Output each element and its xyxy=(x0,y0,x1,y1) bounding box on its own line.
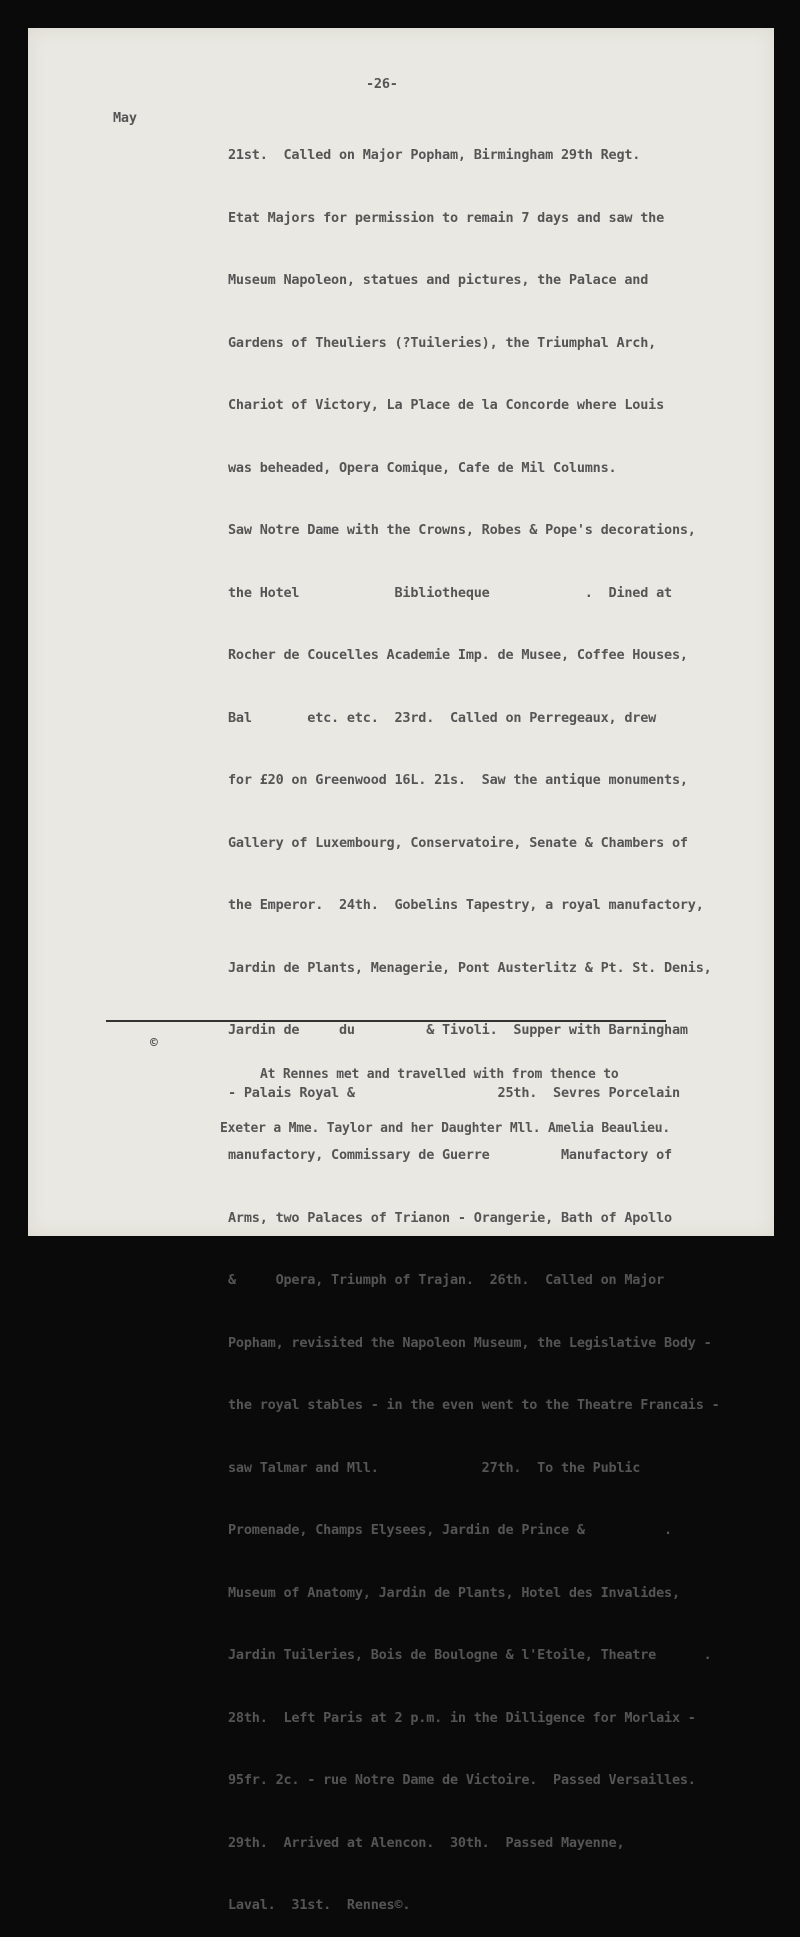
body-line: Jardin Tuileries, Bois de Boulogne & l'Etoile, Theatre . xyxy=(228,1647,712,1663)
body-line: 95fr. 2c. - rue Notre Dame de Victoire. Passed Versailles. xyxy=(228,1772,696,1788)
body-line: Chariot of Victory, La Place de la Concorde where Louis xyxy=(228,397,665,413)
body-line: for £20 on Greenwood 16L. 21s. Saw the antique monuments, xyxy=(228,772,688,788)
body-line: Jardin de Plants, Menagerie, Pont Austerlitz & Pt. St. Denis, xyxy=(228,959,712,976)
body-line: Rocher de Coucelles Academie Imp. de Musee, Coffee Houses, xyxy=(228,647,688,663)
body-line: Bal etc. etc. 23rd. Called on Perregeaux, drew xyxy=(228,709,657,726)
body-line: & Opera, Triumph of Trajan. 26th. Called on Major xyxy=(228,1272,665,1288)
body-line: Museum of Anatomy, Jardin de Plants, Hotel des Invalides, xyxy=(228,1584,680,1601)
body-line: - Palais Royal & 25th. Sevres Porcelain xyxy=(228,1084,680,1101)
body-line: Etat Majors for permission to remain 7 days and saw the xyxy=(228,209,665,226)
body-line: Gallery of Luxembourg, Conservatoire, Senate & Chambers of xyxy=(228,834,688,851)
body-line: 28th. Left Paris at 2 p.m. in the Dilligence for Morlaix - xyxy=(228,1709,696,1726)
body-line: was beheaded, Opera Comique, Cafe de Mil Columns. xyxy=(228,459,617,476)
body-line: 29th. Arrived at Alencon. 30th. Passed Mayenne, xyxy=(228,1834,625,1851)
body-line: Popham, revisited the Napoleon Museum, the Legislative Body - xyxy=(228,1334,712,1351)
body-line: the Hotel Bibliotheque . Dined at xyxy=(228,584,672,601)
body-line: manufactory, Commissary de Guerre Manufactory of xyxy=(228,1147,672,1163)
footnote-line: At Rennes met and travelled with from thence to xyxy=(260,1067,619,1082)
diary-body-text xyxy=(228,108,720,1937)
body-line: Gardens of Theuliers (?Tuileries), the Triumphal Arch, xyxy=(228,334,657,351)
body-line: Jardin de du & Tivoli. Supper with Barningham xyxy=(228,1022,688,1038)
body-line: Museum Napoleon, statues and pictures, the Palace and xyxy=(228,272,649,288)
footnote-line: Exeter a Mme. Taylor and her Daughter Mll. Amelia Beaulieu. xyxy=(220,1121,670,1136)
body-line: Promenade, Champs Elysees, Jardin de Prince & . xyxy=(228,1522,672,1538)
body-line: Arms, two Palaces of Trianon - Orangerie, Bath of Apollo xyxy=(228,1209,672,1226)
body-line: 21st. Called on Major Popham, Birmingham 29th Regt. xyxy=(228,147,641,163)
body-line: saw Talmar and Mll. 27th. To the Public xyxy=(228,1459,641,1476)
footnote-marker: © xyxy=(150,1036,158,1051)
footnote xyxy=(220,1030,670,1156)
margin-month-label: May xyxy=(113,110,137,126)
page-number: -26- xyxy=(366,76,398,92)
body-line: the royal stables - in the even went to the Theatre Francais - xyxy=(228,1397,720,1413)
body-line: the Emperor. 24th. Gobelins Tapestry, a royal manufactory, xyxy=(228,897,704,913)
body-line: Saw Notre Dame with the Crowns, Robes & Pope's decorations, xyxy=(228,522,696,538)
footnote-divider xyxy=(106,1020,666,1022)
body-line: Laval. 31st. Rennes©. xyxy=(228,1897,411,1913)
